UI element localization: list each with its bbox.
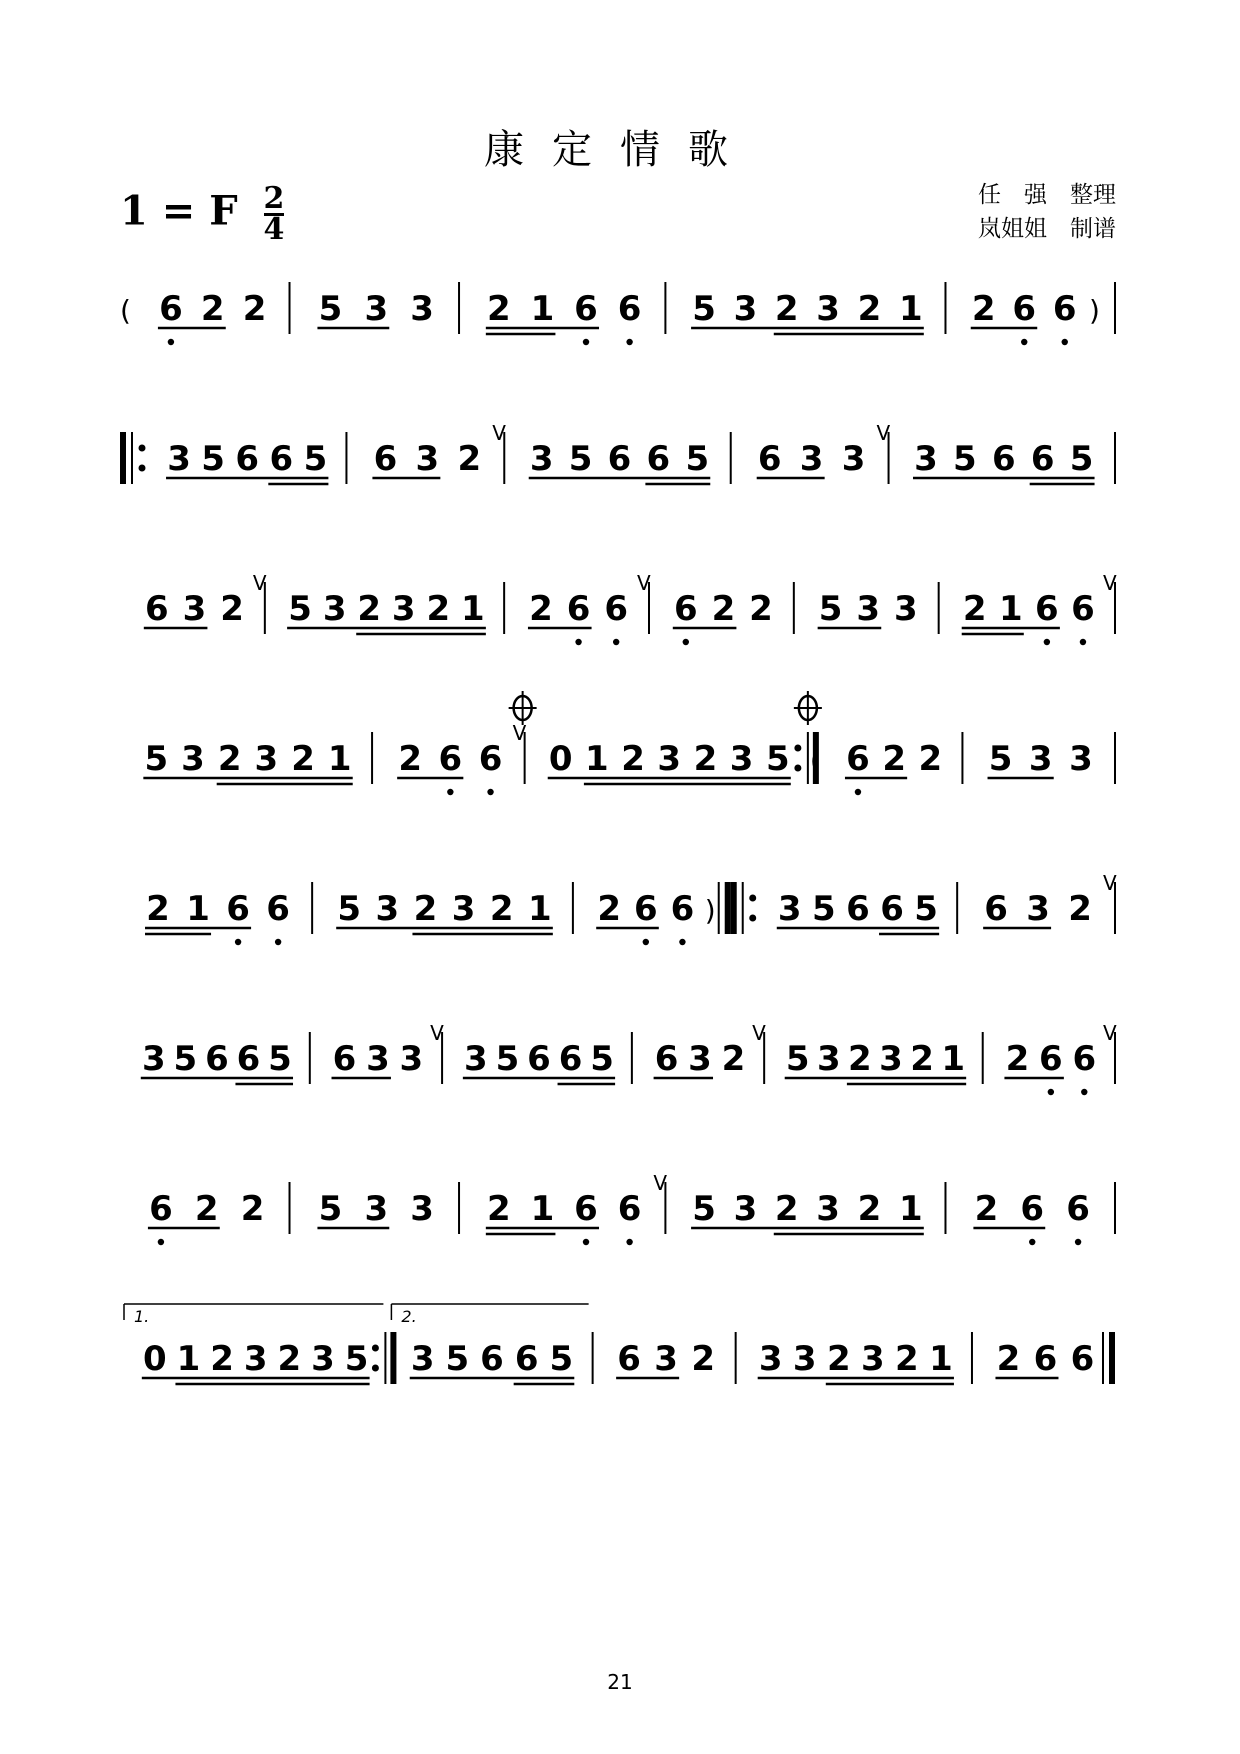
note-5: 5 — [337, 889, 362, 929]
note-6: 6 — [373, 439, 398, 479]
note-2: 2 — [210, 1339, 234, 1379]
note-5: 5 — [692, 289, 716, 329]
note-1: 1 — [186, 889, 210, 929]
octave-dot-below — [1048, 1089, 1054, 1095]
note-1: 1 — [898, 1189, 923, 1229]
note-3: 3 — [792, 1339, 817, 1379]
note-2: 2 — [277, 1339, 302, 1379]
note-2: 2 — [217, 739, 242, 779]
note-3: 3 — [141, 1039, 166, 1079]
octave-dot-below — [168, 339, 174, 345]
note-1: 1 — [898, 289, 923, 329]
octave-dot-below — [613, 639, 619, 645]
note-2: 2 — [486, 1189, 511, 1229]
repeat-dot — [372, 1365, 379, 1372]
note-5: 5 — [318, 1189, 343, 1229]
note-5: 5 — [812, 889, 836, 929]
note-2: 2 — [974, 1189, 999, 1229]
note-3: 3 — [657, 739, 682, 779]
note-6: 6 — [633, 889, 658, 929]
note-2: 2 — [711, 589, 736, 629]
note-6: 6 — [1066, 1189, 1090, 1229]
note-1: 1 — [527, 889, 552, 929]
note-2: 2 — [774, 1189, 799, 1229]
note-3: 3 — [243, 1339, 268, 1379]
note-6: 6 — [236, 1039, 261, 1079]
octave-dot-below — [643, 939, 649, 945]
breath-mark: V — [430, 1021, 444, 1045]
octave-dot-below — [1021, 339, 1027, 345]
note-5: 5 — [201, 439, 225, 479]
note-3: 3 — [799, 439, 824, 479]
note-6: 6 — [991, 439, 1016, 479]
repeat-end-thick-bar — [390, 1332, 396, 1384]
note-6: 6 — [1030, 439, 1055, 479]
note-2: 2 — [242, 289, 267, 329]
octave-dot-below — [1062, 339, 1068, 345]
volta-label: 1. — [134, 1307, 150, 1326]
close-paren: ) — [1089, 294, 1100, 327]
note-3: 3 — [1028, 739, 1053, 779]
note-2: 2 — [962, 589, 987, 629]
octave-dot-below — [447, 789, 453, 795]
note-2: 2 — [918, 739, 943, 779]
note-6: 6 — [235, 439, 260, 479]
volta-label: 2. — [401, 1307, 417, 1326]
note-6: 6 — [266, 889, 290, 929]
note-6: 6 — [1020, 1189, 1045, 1229]
note-3: 3 — [861, 1339, 885, 1379]
octave-dot-below — [683, 639, 689, 645]
note-6: 6 — [514, 1339, 539, 1379]
breath-mark: V — [492, 421, 506, 445]
octave-dot-below — [626, 339, 632, 345]
note-6: 6 — [527, 1039, 551, 1079]
note-6: 6 — [1072, 1039, 1097, 1079]
note-3: 3 — [879, 1039, 903, 1079]
note-5: 5 — [344, 1339, 369, 1379]
open-paren: ( — [120, 294, 131, 327]
note-6: 6 — [646, 439, 671, 479]
note-2: 2 — [826, 1339, 851, 1379]
octave-dot-below — [487, 789, 493, 795]
note-6: 6 — [1039, 1039, 1063, 1079]
note-6: 6 — [558, 1039, 583, 1079]
octave-dot-below — [275, 939, 281, 945]
repeat-dot — [749, 895, 756, 902]
note-5: 5 — [785, 1039, 810, 1079]
note-5: 5 — [568, 439, 593, 479]
note-5: 5 — [173, 1039, 198, 1079]
note-5: 5 — [549, 1339, 574, 1379]
note-3: 3 — [410, 1339, 435, 1379]
breath-mark: V — [1103, 571, 1117, 595]
note-3: 3 — [914, 439, 938, 479]
note-1: 1 — [327, 739, 352, 779]
note-3: 3 — [841, 439, 866, 479]
note-3: 3 — [856, 589, 881, 629]
note-3: 3 — [729, 739, 754, 779]
key-label: 1 = F — [120, 187, 238, 235]
note-3: 3 — [451, 889, 476, 929]
note-3: 3 — [816, 1039, 841, 1079]
breath-mark: V — [252, 571, 267, 595]
note-2: 2 — [220, 589, 244, 629]
note-2: 2 — [240, 1189, 265, 1229]
repeat-dot — [794, 765, 801, 772]
octave-dot-below — [1029, 1239, 1035, 1245]
octave-dot-below — [583, 339, 589, 345]
note-6: 6 — [574, 1189, 598, 1229]
note-2: 2 — [996, 1339, 1021, 1379]
note-2: 2 — [693, 739, 718, 779]
note-6: 6 — [269, 439, 294, 479]
note-6: 6 — [1033, 1339, 1058, 1379]
note-2: 2 — [529, 589, 553, 629]
note-2: 2 — [848, 1039, 872, 1079]
note-6: 6 — [617, 1339, 641, 1379]
note-6: 6 — [566, 589, 591, 629]
note-6: 6 — [673, 589, 698, 629]
breath-mark: V — [1103, 871, 1117, 895]
note-2: 2 — [486, 289, 511, 329]
note-3: 3 — [733, 289, 758, 329]
note-6: 6 — [617, 1189, 642, 1229]
note-1: 1 — [941, 1039, 966, 1079]
breath-mark: V — [752, 1021, 766, 1045]
note-5: 5 — [818, 589, 843, 629]
note-3: 3 — [1026, 889, 1050, 929]
note-3: 3 — [529, 439, 554, 479]
song-title: 康定情歌 — [484, 127, 756, 173]
note-3: 3 — [894, 589, 918, 629]
note-5: 5 — [495, 1039, 520, 1079]
note-6: 6 — [1035, 589, 1059, 629]
breath-mark: V — [876, 421, 891, 445]
note-0: 0 — [548, 739, 573, 779]
note-2: 2 — [774, 289, 799, 329]
note-3: 3 — [364, 289, 389, 329]
octave-dot-below — [583, 1239, 589, 1245]
octave-dot-below — [1081, 1089, 1087, 1095]
note-3: 3 — [311, 1339, 335, 1379]
note-1: 1 — [530, 289, 555, 329]
note-5: 5 — [765, 739, 790, 779]
repeat-dot — [749, 915, 756, 922]
note-6: 6 — [846, 889, 870, 929]
note-2: 2 — [597, 889, 622, 929]
note-2: 2 — [489, 889, 514, 929]
note-5: 5 — [144, 739, 169, 779]
note-3: 3 — [733, 1189, 758, 1229]
note-6: 6 — [226, 889, 250, 929]
note-2: 2 — [857, 289, 882, 329]
note-2: 2 — [413, 889, 438, 929]
breath-mark: V — [636, 571, 651, 595]
note-2: 2 — [971, 289, 996, 329]
note-3: 3 — [1069, 739, 1093, 779]
note-5: 5 — [692, 1189, 716, 1229]
octave-dot-below — [1080, 639, 1086, 645]
note-5: 5 — [445, 1339, 470, 1379]
note-3: 3 — [415, 439, 440, 479]
repeat-start-thick-bar — [731, 882, 737, 934]
note-3: 3 — [688, 1039, 712, 1079]
note-3: 3 — [181, 739, 205, 779]
note-6: 6 — [332, 1039, 357, 1079]
note-6: 6 — [438, 739, 463, 779]
note-1: 1 — [998, 589, 1023, 629]
note-6: 6 — [604, 589, 629, 629]
note-5: 5 — [288, 589, 312, 629]
octave-dot-below — [855, 789, 861, 795]
note-1: 1 — [585, 739, 609, 779]
note-3: 3 — [366, 1039, 390, 1079]
note-2: 2 — [357, 589, 382, 629]
note-6: 6 — [654, 1039, 679, 1079]
note-6: 6 — [880, 889, 904, 929]
octave-dot-below — [1044, 639, 1050, 645]
note-6: 6 — [617, 289, 642, 329]
note-3: 3 — [364, 1189, 389, 1229]
note-6: 6 — [149, 1189, 173, 1229]
note-6: 6 — [1012, 289, 1037, 329]
note-2: 2 — [1005, 1039, 1030, 1079]
note-2: 2 — [426, 589, 451, 629]
breath-mark: V — [653, 1171, 668, 1195]
repeat-start-thick-bar — [120, 432, 126, 484]
note-6: 6 — [1070, 1339, 1095, 1379]
note-3: 3 — [254, 739, 279, 779]
note-1: 1 — [530, 1189, 555, 1229]
octave-dot-below — [679, 939, 685, 945]
note-6: 6 — [757, 439, 782, 479]
note-2: 2 — [749, 589, 773, 629]
note-5: 5 — [268, 1039, 292, 1079]
note-3: 3 — [410, 289, 434, 329]
note-2: 2 — [194, 1189, 219, 1229]
double-bar-thick — [1109, 1332, 1115, 1384]
repeat-dot — [139, 465, 146, 472]
note-3: 3 — [391, 589, 416, 629]
note-2: 2 — [857, 1189, 882, 1229]
engraver-credit: 岚姐姐 制谱 — [978, 216, 1116, 242]
note-5: 5 — [685, 439, 710, 479]
note-6: 6 — [1071, 589, 1095, 629]
note-3: 3 — [167, 439, 191, 479]
note-2: 2 — [721, 1039, 746, 1079]
note-6: 6 — [205, 1039, 229, 1079]
note-5: 5 — [953, 439, 977, 479]
close-paren: ) — [704, 894, 716, 927]
octave-dot-below — [235, 939, 241, 945]
open-paren: ( — [809, 744, 821, 777]
note-2: 2 — [1068, 889, 1092, 929]
repeat-dot — [139, 445, 146, 452]
breath-mark: V — [1103, 1021, 1117, 1045]
note-2: 2 — [882, 739, 906, 779]
note-2: 2 — [200, 289, 225, 329]
note-3: 3 — [777, 889, 802, 929]
note-2: 2 — [146, 889, 170, 929]
note-3: 3 — [375, 889, 400, 929]
repeat-dot — [794, 745, 801, 752]
note-5: 5 — [988, 739, 1013, 779]
note-6: 6 — [159, 289, 183, 329]
note-6: 6 — [607, 439, 632, 479]
note-3: 3 — [410, 1189, 434, 1229]
note-1: 1 — [929, 1339, 953, 1379]
octave-dot-below — [626, 1239, 632, 1245]
octave-dot-below — [1075, 1239, 1081, 1245]
note-6: 6 — [1052, 289, 1077, 329]
note-3: 3 — [322, 589, 347, 629]
note-1: 1 — [461, 589, 485, 629]
note-0: 0 — [142, 1339, 167, 1379]
note-3: 3 — [182, 589, 207, 629]
note-3: 3 — [654, 1339, 678, 1379]
note-6: 6 — [846, 739, 870, 779]
note-6: 6 — [480, 1339, 504, 1379]
time-signature-beats: 2 — [263, 181, 285, 216]
double-bar-thick — [725, 882, 731, 934]
note-3: 3 — [399, 1039, 424, 1079]
octave-dot-below — [575, 639, 581, 645]
note-1: 1 — [176, 1339, 201, 1379]
note-5: 5 — [914, 889, 938, 929]
note-3: 3 — [816, 1189, 840, 1229]
note-2: 2 — [398, 739, 422, 779]
time-signature-unit: 4 — [263, 212, 285, 247]
arranger-credit: 任 强 整理 — [978, 182, 1116, 208]
note-3: 3 — [816, 289, 840, 329]
note-6: 6 — [478, 739, 503, 779]
note-2: 2 — [691, 1339, 715, 1379]
octave-dot-below — [158, 1239, 164, 1245]
note-3: 3 — [464, 1039, 488, 1079]
repeat-dot — [372, 1345, 379, 1352]
note-5: 5 — [303, 439, 328, 479]
note-5: 5 — [1069, 439, 1094, 479]
note-2: 2 — [910, 1039, 934, 1079]
note-3: 3 — [758, 1339, 783, 1379]
note-6: 6 — [984, 889, 1008, 929]
note-6: 6 — [574, 289, 598, 329]
note-5: 5 — [590, 1039, 614, 1079]
note-2: 2 — [457, 439, 482, 479]
note-2: 2 — [895, 1339, 919, 1379]
note-5: 5 — [318, 289, 343, 329]
note-2: 2 — [621, 739, 645, 779]
note-2: 2 — [291, 739, 315, 779]
note-6: 6 — [144, 589, 169, 629]
note-6: 6 — [670, 889, 695, 929]
page-number: 21 — [607, 1670, 633, 1694]
breath-mark: V — [512, 721, 527, 745]
